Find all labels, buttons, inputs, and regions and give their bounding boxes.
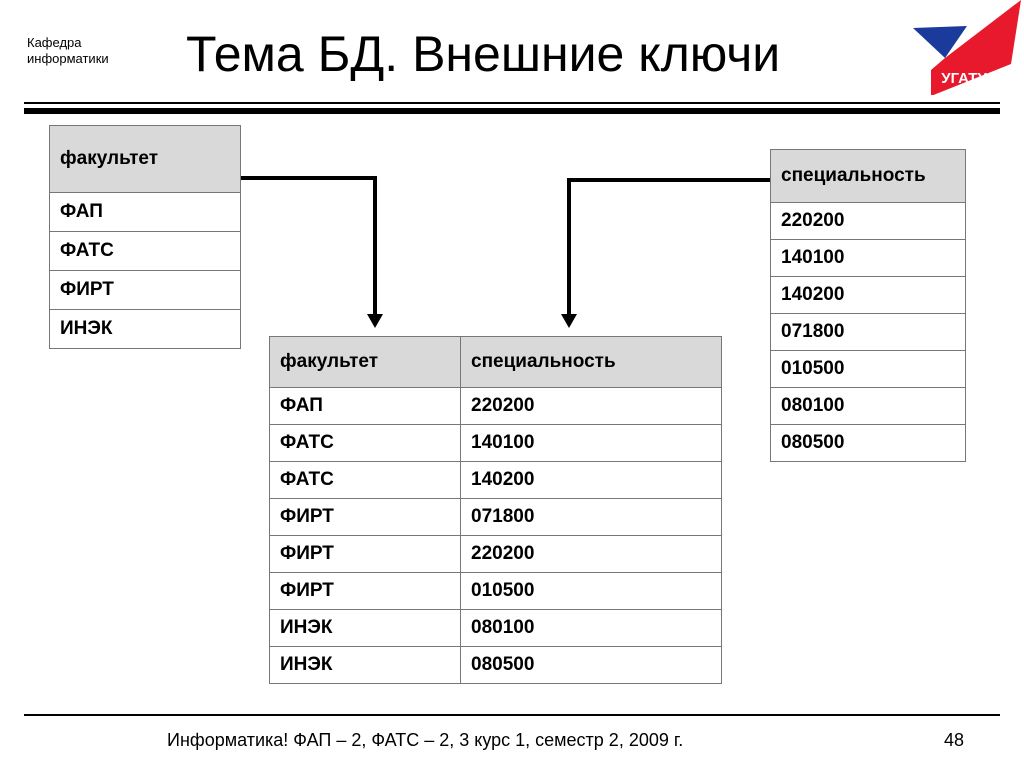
- link-table-header-faculty: факультет: [270, 337, 461, 388]
- footer-divider: [24, 714, 1000, 716]
- link-faculty-cell: ФАП: [270, 388, 461, 425]
- faculty-connector-arrow: [241, 178, 383, 328]
- link-specialty-cell: 220200: [461, 388, 722, 425]
- link-specialty-cell: 080100: [461, 610, 722, 647]
- specialty-cell: 071800: [771, 314, 966, 351]
- page-title: Тема БД. Внешние ключи: [186, 26, 781, 82]
- link-specialty-cell: 071800: [461, 499, 722, 536]
- link-specialty-cell: 140100: [461, 425, 722, 462]
- specialty-cell: 140100: [771, 240, 966, 277]
- logo-text: УГАТУ: [941, 70, 987, 87]
- specialty-table-header: специальность: [771, 150, 966, 203]
- link-faculty-cell: ИНЭК: [270, 610, 461, 647]
- department-line-2: информатики: [27, 51, 109, 66]
- footer-text: Информатика! ФАП – 2, ФАТС – 2, 3 курс 1, семестр 2, 2009 г.: [167, 730, 684, 750]
- specialty-cell: 010500: [771, 351, 966, 388]
- link-specialty-cell: 140200: [461, 462, 722, 499]
- department-line-1: Кафедра: [27, 35, 82, 50]
- link-faculty-cell: ФИРТ: [270, 536, 461, 573]
- specialty-connector-arrow: [561, 180, 770, 328]
- specialty-cell: 220200: [771, 203, 966, 240]
- faculty-cell: ФИРТ: [50, 271, 241, 310]
- link-faculty-cell: ФИРТ: [270, 573, 461, 610]
- link-specialty-cell: 010500: [461, 573, 722, 610]
- page-number: 48: [944, 730, 965, 750]
- link-faculty-cell: ФАТС: [270, 462, 461, 499]
- link-faculty-cell: ФИРТ: [270, 499, 461, 536]
- link-faculty-cell: ФАТС: [270, 425, 461, 462]
- faculty-cell: ИНЭК: [50, 310, 241, 349]
- faculty-cell: ФАТС: [50, 232, 241, 271]
- specialty-cell: 080100: [771, 388, 966, 425]
- specialty-cell: 080500: [771, 425, 966, 462]
- specialty-cell: 140200: [771, 277, 966, 314]
- faculty-cell: ФАП: [50, 193, 241, 232]
- faculty-table-header: факультет: [50, 126, 241, 193]
- link-specialty-cell: 080500: [461, 647, 722, 684]
- link-specialty-cell: 220200: [461, 536, 722, 573]
- link-faculty-cell: ИНЭК: [270, 647, 461, 684]
- link-table-header-specialty: специальность: [461, 337, 722, 388]
